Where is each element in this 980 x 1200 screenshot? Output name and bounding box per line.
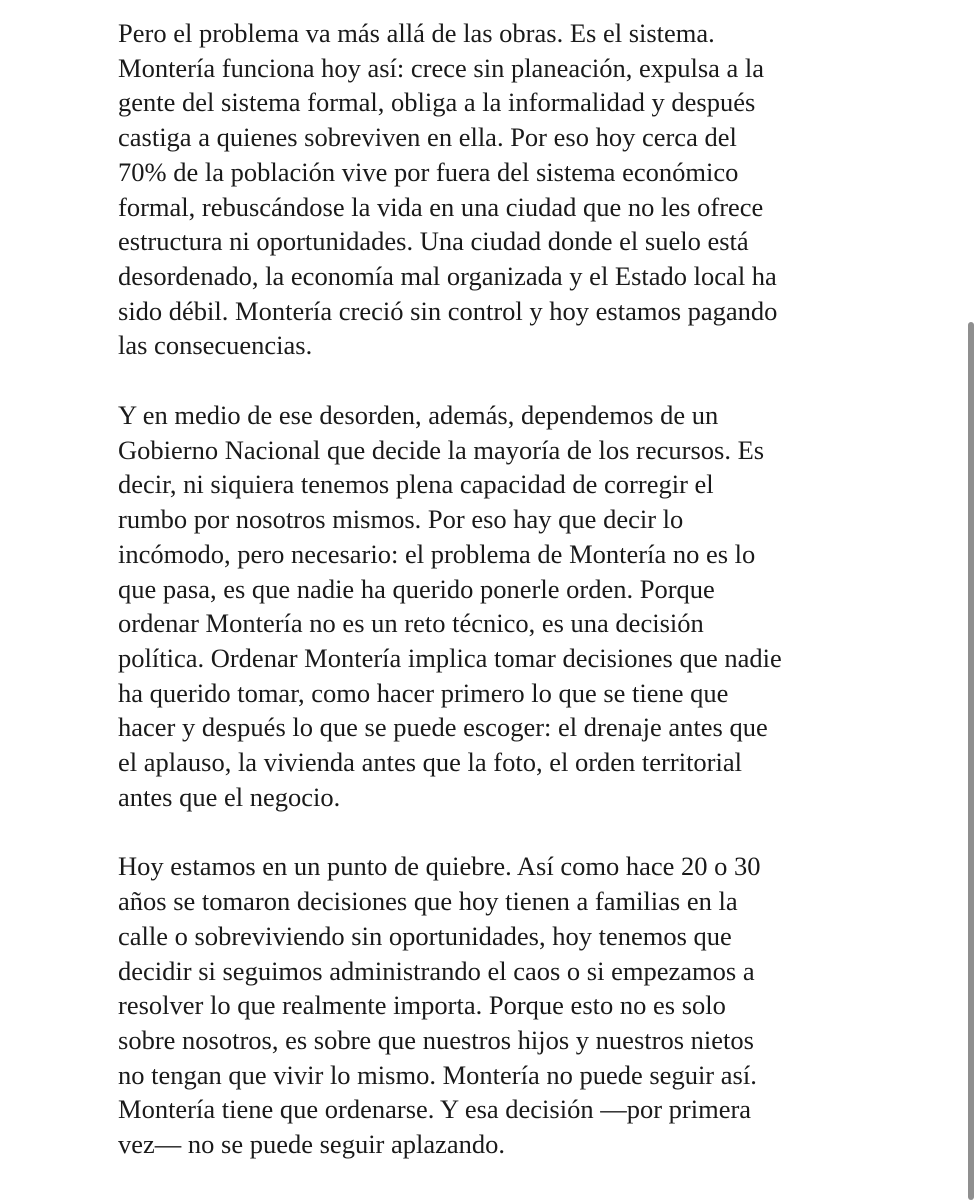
text-line: hacer y después lo que se puede escoger: el drenaje antes que bbox=[118, 712, 768, 743]
text-line: el aplauso, la vivienda antes que la foto, el orden territorial bbox=[118, 747, 742, 778]
paragraph-spacer bbox=[118, 814, 878, 849]
text-line: decidir si seguimos administrando el caos o si empezamos a bbox=[118, 955, 755, 986]
text-line: Montería tiene que ordenarse. Y esa decisión —por primera bbox=[118, 1094, 752, 1125]
text-line: decir, ni siquiera tenemos plena capacidad de corregir el bbox=[118, 469, 714, 500]
text-line: Gobierno Nacional que decide la mayoría de los recursos. Es bbox=[118, 434, 765, 465]
text-line: resolver lo que realmente importa. Porque esto no es solo bbox=[118, 990, 726, 1021]
text-line: incómodo, pero necesario: el problema de Montería no es lo bbox=[118, 538, 756, 569]
text-line: años se tomaron decisiones que hoy tienen a familias en la bbox=[118, 886, 738, 917]
paragraph-3 bbox=[118, 849, 878, 1161]
text-line: estructura ni oportunidades. Una ciudad donde el suelo está bbox=[118, 226, 749, 257]
text-line: Montería funciona hoy así: crece sin planeación, expulsa a la bbox=[118, 52, 765, 83]
text-line: no tengan que vivir lo mismo. Montería no puede seguir así. bbox=[118, 1059, 757, 1090]
paragraph-2 bbox=[118, 398, 878, 814]
text-line: gente del sistema formal, obliga a la informalidad y después bbox=[118, 87, 756, 118]
text-line: antes que el negocio. bbox=[118, 781, 341, 812]
document-body bbox=[118, 16, 878, 1162]
text-line: que pasa, es que nadie ha querido ponerle orden. Porque bbox=[118, 573, 715, 604]
text-line: vez— no se puede seguir aplazando. bbox=[118, 1129, 506, 1160]
text-line: Pero el problema va más allá de las obras. Es el sistema. bbox=[118, 18, 715, 48]
paragraph-1 bbox=[118, 16, 878, 363]
text-line: las consecuencias. bbox=[118, 330, 313, 361]
text-line: política. Ordenar Montería implica tomar decisiones que nadie bbox=[118, 642, 782, 673]
text-line: desordenado, la economía mal organizada y el Estado local ha bbox=[118, 260, 777, 291]
text-line: sido débil. Montería creció sin control y hoy estamos pagando bbox=[118, 295, 778, 326]
text-line: castiga a quienes sobreviven en ella. Por eso hoy cerca del bbox=[118, 122, 737, 153]
text-line: formal, rebuscándose la vida en una ciudad que no les ofrece bbox=[118, 191, 764, 222]
text-line: rumbo por nosotros mismos. Por eso hay que decir lo bbox=[118, 504, 684, 535]
vertical-scrollbar[interactable] bbox=[968, 322, 974, 1200]
text-line: Hoy estamos en un punto de quiebre. Así como hace 20 o 30 bbox=[118, 851, 761, 882]
text-line: Y en medio de ese desorden, además, dependemos de un bbox=[118, 400, 719, 431]
text-line: ha querido tomar, como hacer primero lo que se tiene que bbox=[118, 677, 729, 708]
paragraph-spacer bbox=[118, 363, 878, 398]
text-line: ordenar Montería no es un reto técnico, es una decisión bbox=[118, 608, 704, 639]
text-line: calle o sobreviviendo sin oportunidades, hoy tenemos que bbox=[118, 920, 732, 951]
text-line: 70% de la población vive por fuera del sistema económico bbox=[118, 156, 739, 187]
text-line: sobre nosotros, es sobre que nuestros hijos y nuestros nietos bbox=[118, 1024, 754, 1055]
